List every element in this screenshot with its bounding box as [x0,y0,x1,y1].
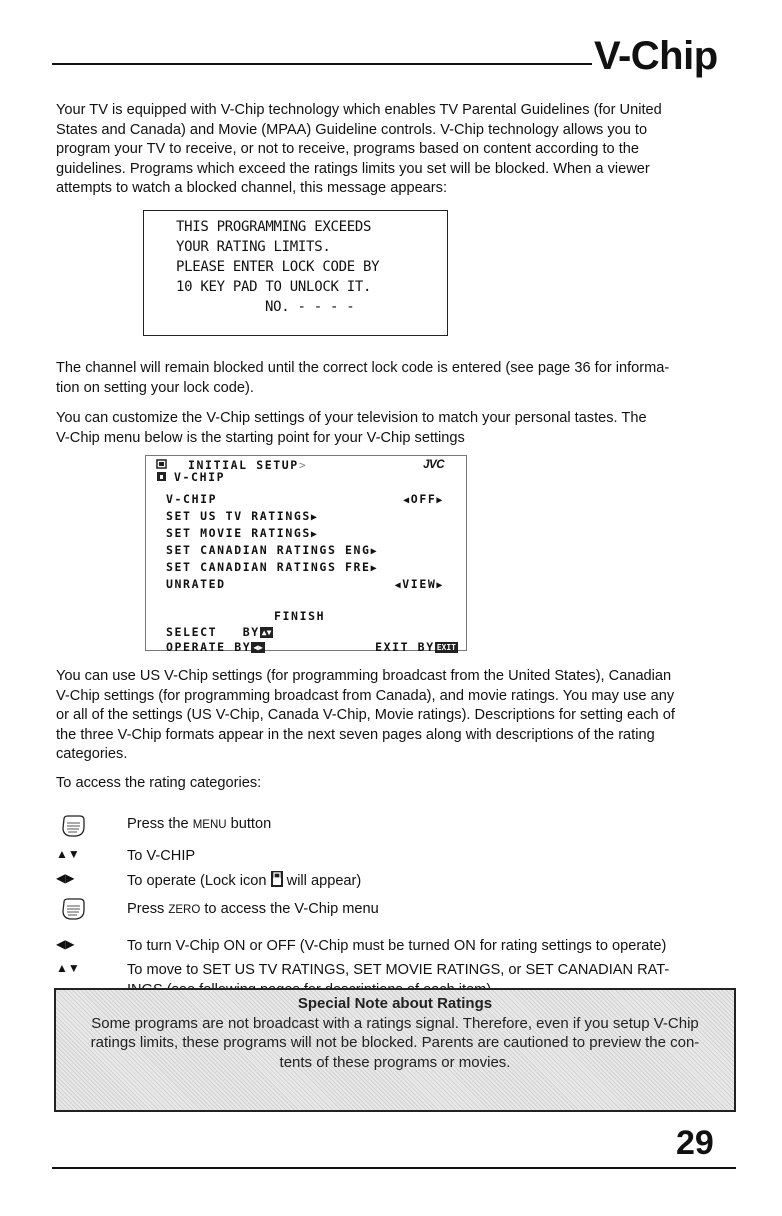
osd-row-vchip: V-CHIP [166,492,218,506]
osd-operate-hint: OPERATE BY ◀▶ [166,640,263,654]
remote-hand-icon [56,815,90,837]
osd-row-canadian-fre: SET CANADIAN RATINGS FRE▶ [166,560,379,574]
message-line: PLEASE ENTER LOCK CODE BY [176,259,380,275]
right-arrow-icon: ▶ [436,580,444,591]
left-right-arrows-icon: ◀▶ [56,871,75,885]
message-line: YOUR RATING LIMITS. [176,239,331,255]
osd-row-unrated: UNRATED [166,577,226,591]
osd-row-us-tv: SET US TV RATINGS▶ [166,509,319,523]
left-arrow-icon: ◀ [403,495,411,506]
header-rule [52,63,592,65]
text-line: attempts to watch a blocked channel, this message appears: [56,180,448,197]
text-line: V-Chip settings (for programming broadcast from Canada), and movie ratings. You may use any [56,687,675,704]
text-line: V-Chip menu below is the starting point for your V-Chip settings [56,429,465,446]
left-right-key-icon: ◀▶ [253,643,263,652]
menu-intro-paragraph [56,409,736,448]
up-down-key-icon: ▲▼ [261,628,272,637]
osd-row-canadian-eng: SET CANADIAN RATINGS ENG▶ [166,543,379,557]
text-line: program your TV to receive, or not to receive, programs based on content according to the [56,141,639,158]
text-line: guidelines. Programs which exceed the ratings limits you set will be blocked. When a viewer [56,160,650,177]
lock-icon [271,871,283,887]
exit-key-icon: EXIT [436,643,456,652]
step-text: To turn V-Chip ON or OFF (V-Chip must be turned ON for rating settings to operate) [127,938,667,954]
note-line: ratings limits, these programs will not be blocked. Parents are cautioned to preview the con- [90,1034,700,1052]
osd-vchip-value: ◀OFF▶ [403,492,444,506]
step-text: Press the MENU button [127,816,272,832]
left-right-arrows-icon: ◀▶ [56,937,75,951]
setup-icon [156,459,168,483]
step-text: To V-CHIP [127,848,196,864]
page-number: 29 [676,1124,714,1162]
remote-hand-icon [56,898,90,920]
text-line: or all of the settings (US V-Chip, Canada V-Chip, Movie ratings). Descriptions for setting each of [56,707,675,724]
text-line: You can customize the V-Chip settings of your television to match your personal tastes. The [56,410,647,426]
up-down-arrows-icon: ▲▼ [56,847,80,861]
step-text: To operate (Lock icon will appear) [127,873,362,889]
text-line: the three V-Chip formats appear in the next seven pages along with descriptions of the rating [56,726,655,743]
text-line: categories. [56,746,128,763]
text-line: States and Canada) and Movie (MPAA) Guideline controls. V-Chip technology allows you to [56,121,648,138]
osd-finish: FINISH [274,609,326,623]
left-arrow-icon: ◀ [394,580,403,591]
access-intro: To access the rating categories: [56,775,262,791]
blocked-message-box [143,210,448,336]
message-line: 10 KEY PAD TO UNLOCK IT. [176,279,372,295]
osd-select-hint: SELECT BY ▲▼ [166,625,272,639]
step-text: Press ZERO to access the V-Chip menu [127,901,379,917]
intro-paragraph [56,101,736,199]
right-arrow-icon: ▶ [436,495,444,506]
note-line: tents of these programs or movies. [279,1053,511,1071]
special-note-box [54,988,736,1112]
blocked-paragraph [56,359,736,398]
text-line: Your TV is equipped with V-Chip technology which enables TV Parental Guidelines (for United [56,102,662,118]
up-down-arrows-icon: ▲▼ [56,961,80,975]
vchip-menu-screen [145,455,467,654]
osd-unrated-value: ◀VIEW▶ [394,577,444,591]
osd-exit-hint: EXIT BY EXIT [375,640,456,654]
jvc-logo: JVC [423,459,444,471]
text-line: To move to SET US TV RATINGS, SET MOVIE RATINGS, or SET CANADIAN RAT- [127,962,670,978]
osd-row-movie: SET MOVIE RATINGS▶ [166,526,319,540]
settings-paragraph [56,667,736,765]
text-line: tion on setting your lock code). [56,379,254,396]
message-line: THIS PROGRAMMING EXCEEDS [176,219,372,235]
osd-header-initial-setup: INITIAL SETUP> [188,458,308,472]
text-line: You can use US V-Chip settings (for programming broadcast from the United States), Canadian [56,668,672,684]
page-title: V-Chip [594,34,718,78]
text-line: The channel will remain blocked until the correct lock code is entered (see page 36 for informa- [56,360,670,376]
footer-rule [52,1167,736,1169]
note-line: Some programs are not broadcast with a ratings signal. Therefore, even if you setup V-Chip [91,1014,699,1032]
note-heading: Special Note about Ratings [297,995,493,1012]
lock-code-line: NO. - - - - [265,299,355,315]
osd-header-vchip: V-CHIP [174,470,226,484]
